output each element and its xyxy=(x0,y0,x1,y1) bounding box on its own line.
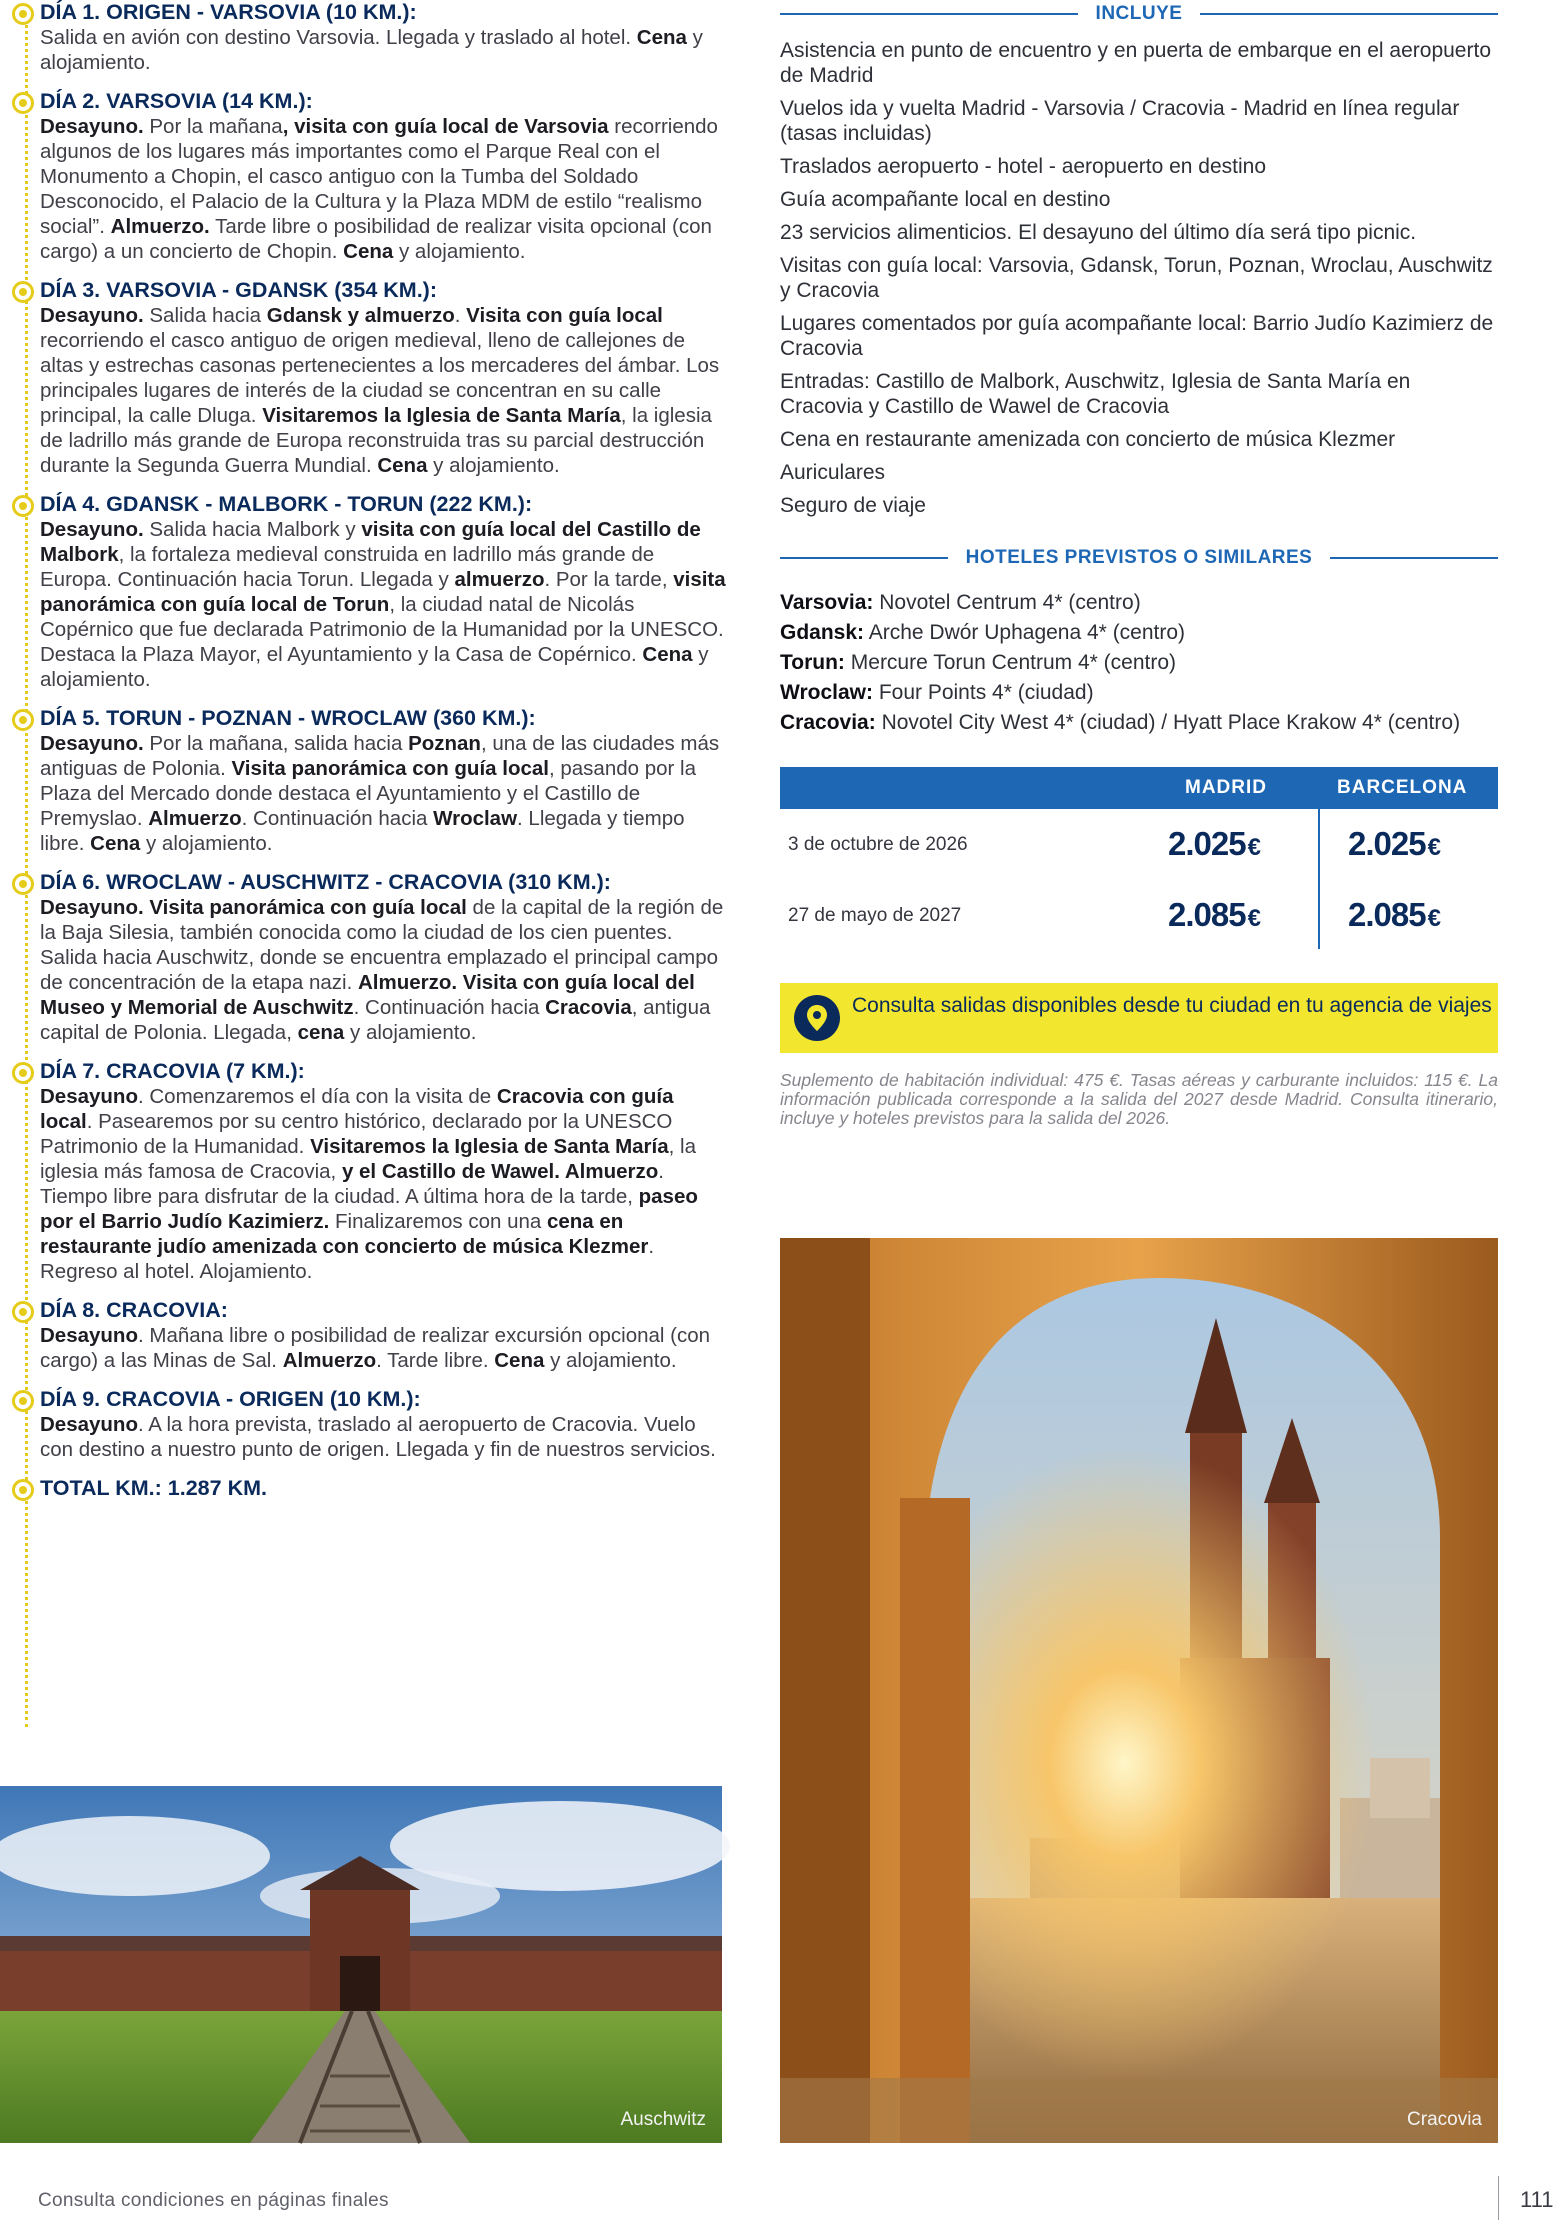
column-divider xyxy=(1318,809,1320,949)
itinerary-day xyxy=(12,89,727,264)
hotel-name: Novotel Centrum 4* (centro) xyxy=(879,591,1141,614)
price-barcelona: 2.085€ xyxy=(1348,896,1440,933)
location-pin-icon xyxy=(794,995,840,1041)
day-list xyxy=(12,0,727,1462)
day-description: Desayuno. Comenzaremos el día con la visita de Cracovia con guía local. Pasearemos por su centro histórico, declarado por la UNESCO Patrimonio de la Humanidad. Visitaremos la Iglesia de Santa María, la iglesia más famosa de Cracovia, y el Castillo de Wawel. Almuerzo. Tiempo libre para disfrutar de la ciudad. A última hora de la tarde, paseo por el Barrio Judío Kazimierz. Finalizaremos con una cena en restaurante judío amenizada con concierto de música Klezmer. Regreso al hotel. Alojamiento. xyxy=(40,1085,698,1283)
departure-date: 3 de octubre de 2026 xyxy=(788,834,968,855)
hotels-header xyxy=(780,544,1498,572)
notice-text: Consulta salidas disponibles desde tu ciudad en tu agencia de viajes xyxy=(852,994,1492,1017)
day-title: DÍA 2. VARSOVIA (14 KM.): xyxy=(40,89,313,113)
day-description: Salida en avión con destino Varsovia. Llegada y traslado al hotel. Cena y alojamiento. xyxy=(40,26,703,74)
hotel-name: Four Points 4* (ciudad) xyxy=(878,681,1094,704)
photo-caption: Cracovia xyxy=(1407,2109,1482,2130)
hotels-heading: HOTELES PREVISTOS O SIMILARES xyxy=(965,547,1313,568)
footnote: Suplemento de habitación individual: 475 €. Tasas aéreas y carburante incluidos: 115 €. La información publicada corresponde a la salida del 2027 desde Madrid. Consulta itinerario, incluye y hoteles previstos para la salida del 2026. xyxy=(780,1070,1498,1128)
info-column xyxy=(780,0,1498,1128)
departures-notice xyxy=(780,983,1498,1053)
cracovia-illustration xyxy=(780,1238,1498,2143)
hotels-list xyxy=(780,590,1498,735)
includes-item: Entradas: Castillo de Malbork, Auschwitz, Iglesia de Santa María en Cracovia y Castillo de Wawel de Cracovia xyxy=(780,370,1411,418)
divider xyxy=(780,13,1078,15)
timeline-dot-icon xyxy=(12,1390,34,1412)
hotel-name: Arche Dwór Uphagena 4* (centro) xyxy=(868,621,1186,644)
includes-item: 23 servicios alimenticios. El desayuno del último día será tipo picnic. xyxy=(780,221,1417,244)
includes-heading: INCLUYE xyxy=(1095,3,1183,24)
includes-item: Visitas con guía local: Varsovia, Gdansk, Torun, Poznan, Wroclau, Auschwitz y Cracovia xyxy=(780,254,1493,302)
includes-item: Cena en restaurante amenizada con concierto de música Klezmer xyxy=(780,428,1396,451)
divider xyxy=(1200,13,1498,15)
price-table xyxy=(780,767,1498,949)
day-title: DÍA 1. ORIGEN - VARSOVIA (10 KM.): xyxy=(40,0,417,24)
hotel-name: Novotel City West 4* (ciudad) / Hyatt Place Krakow 4* (centro) xyxy=(881,711,1461,734)
includes-item: Guía acompañante local en destino xyxy=(780,188,1111,211)
day-description: Desayuno. Mañana libre o posibilidad de realizar excursión opcional (con cargo) a las Minas de Sal. Almuerzo. Tarde libre. Cena y alojamiento. xyxy=(40,1324,711,1372)
itinerary-column xyxy=(12,0,727,1515)
includes-item: Auriculares xyxy=(780,461,886,484)
day-title: DÍA 3. VARSOVIA - GDANSK (354 KM.): xyxy=(40,278,437,302)
divider xyxy=(1330,557,1498,559)
includes-item: Traslados aeropuerto - hotel - aeropuerto en destino xyxy=(780,155,1267,178)
day-description: Desayuno. Visita panorámica con guía local de la capital de la región de la Baja Silesia, también conocida como la ciudad de los cien puentes. Salida hacia Auschwitz, donde se encuentra emplazado el principal campo de concentración de la etapa nazi. Almuerzo. Visita con guía local del Museo y Memorial de Auschwitz. Continuación hacia Cracovia, antigua capital de Polonia. Llegada, cena y alojamiento. xyxy=(40,896,724,1044)
cracovia-photo xyxy=(780,1238,1498,2143)
photo-caption: Auschwitz xyxy=(620,2109,706,2130)
itinerary-day xyxy=(12,706,727,856)
itinerary-day xyxy=(12,870,727,1045)
day-description: Desayuno. Por la mañana, salida hacia Poznan, una de las ciudades más antiguas de Polonia. Visita panorámica con guía local, pasando por la Plaza del Mercado donde destaca el Ayuntamiento y el Castillo de Premyslao. Almuerzo. Continuación hacia Wroclaw. Llegada y tiempo libre. Cena y alojamiento. xyxy=(40,732,720,855)
timeline-dot-icon xyxy=(12,281,34,303)
day-title: DÍA 6. WROCLAW - AUSCHWITZ - CRACOVIA (310 KM.): xyxy=(40,870,611,894)
price-madrid: 2.085€ xyxy=(1168,896,1260,933)
hotel-city: Wroclaw: xyxy=(780,681,873,704)
day-description: Desayuno. Salida hacia Malbork y visita con guía local del Castillo de Malbork, la fortaleza medieval construida en ladrillo más grande de Europa. Continuación hacia Torun. Llegada y almuerzo. Por la tarde, visita panorámica con guía local de Torun, la ciudad natal de Nicolás Copérnico que fue declarada Patrimonio de la Humanidad por la UNESCO. Destaca la Plaza Mayor, el Ayuntamiento y la Casa de Copérnico. Cena y alojamiento. xyxy=(40,518,726,691)
hotel-name: Mercure Torun Centrum 4* (centro) xyxy=(850,651,1176,674)
hotel-item xyxy=(780,620,1498,645)
departure-date: 27 de mayo de 2027 xyxy=(788,905,962,926)
day-title: DÍA 9. CRACOVIA - ORIGEN (10 KM.): xyxy=(40,1387,421,1411)
includes-item: Asistencia en punto de encuentro y en puerta de embarque en el aeropuerto de Madrid xyxy=(780,39,1491,87)
hotel-city: Cracovia: xyxy=(780,711,876,734)
price-barcelona: 2.025€ xyxy=(1348,825,1440,862)
includes-item: Lugares comentados por guía acompañante local: Barrio Judío Kazimierz de Cracovia xyxy=(780,312,1494,360)
timeline-dot-icon xyxy=(12,3,34,25)
itinerary-day xyxy=(12,1387,727,1462)
hotel-item xyxy=(780,710,1498,735)
footer-note: Consulta condiciones en páginas finales xyxy=(38,2190,389,2211)
itinerary-day xyxy=(12,278,727,478)
auschwitz-illustration xyxy=(0,1786,722,2143)
hotel-city: Gdansk: xyxy=(780,621,865,644)
itinerary-day xyxy=(12,1059,727,1284)
timeline-dot-icon xyxy=(12,92,34,114)
day-title: DÍA 5. TORUN - POZNAN - WROCLAW (360 KM.): xyxy=(40,706,536,730)
includes-list xyxy=(780,38,1498,518)
day-description: Desayuno. Salida hacia Gdansk y almuerzo. Visita con guía local recorriendo el casco antiguo de origen medieval, lleno de callejones de altas y estrechas casonas pertenecientes a los mercaderes del ámbar. Los principales lugares de interés de la ciudad se concentran en su calle principal, la calle Dluga. Visitaremos la Iglesia de Santa María, la iglesia de ladrillo más grande de Europa reconstruida tras su parcial destrucción durante la Segunda Guerra Mundial. Cena y alojamiento. xyxy=(40,304,720,477)
timeline-dot-icon xyxy=(12,709,34,731)
divider xyxy=(780,557,948,559)
total-km-label: TOTAL KM.: 1.287 KM. xyxy=(40,1476,267,1500)
includes-header xyxy=(780,0,1498,28)
day-description: Desayuno. A la hora prevista, traslado al aeropuerto de Cracovia. Vuelo con destino a nuestro punto de origen. Llegada y fin de nuestros servicios. xyxy=(40,1413,716,1461)
price-madrid: 2.025€ xyxy=(1168,825,1260,862)
includes-item: Seguro de viaje xyxy=(780,494,926,517)
column-barcelona: BARCELONA xyxy=(1337,777,1468,798)
total-km xyxy=(12,1476,727,1501)
hotel-item xyxy=(780,680,1498,705)
day-title: DÍA 8. CRACOVIA: xyxy=(40,1298,228,1322)
itinerary-day xyxy=(12,0,727,75)
timeline-dot-icon xyxy=(12,1062,34,1084)
timeline-dot-icon xyxy=(12,1479,34,1501)
includes-item: Vuelos ida y vuelta Madrid - Varsovia / Cracovia - Madrid en línea regular (tasas incluidas) xyxy=(780,97,1460,145)
divider xyxy=(1498,2176,1499,2220)
day-description: Desayuno. Por la mañana, visita con guía local de Varsovia recorriendo algunos de los lugares más importantes como el Parque Real con el Monumento a Chopin, el casco antiguo con la Tumba del Soldado Desconocido, el Palacio de la Cultura y la Plaza MDM de estilo “realismo social”. Almuerzo. Tarde libre o posibilidad de realizar visita opcional (con cargo) a un concierto de Chopin. Cena y alojamiento. xyxy=(40,115,718,263)
auschwitz-photo xyxy=(0,1786,722,2143)
timeline-dot-icon xyxy=(12,495,34,517)
hotel-item xyxy=(780,590,1498,615)
timeline-dot-icon xyxy=(12,1301,34,1323)
itinerary-day xyxy=(12,1298,727,1373)
day-title: DÍA 7. CRACOVIA (7 KM.): xyxy=(40,1059,305,1083)
hotel-item xyxy=(780,650,1498,675)
page-number: 111 xyxy=(1520,2187,1553,2212)
itinerary-day xyxy=(12,492,727,692)
hotel-city: Varsovia: xyxy=(780,591,874,614)
day-title: DÍA 4. GDANSK - MALBORK - TORUN (222 KM.): xyxy=(40,492,533,516)
hotel-city: Torun: xyxy=(780,651,845,674)
column-madrid: MADRID xyxy=(1185,777,1267,798)
timeline-dot-icon xyxy=(12,873,34,895)
